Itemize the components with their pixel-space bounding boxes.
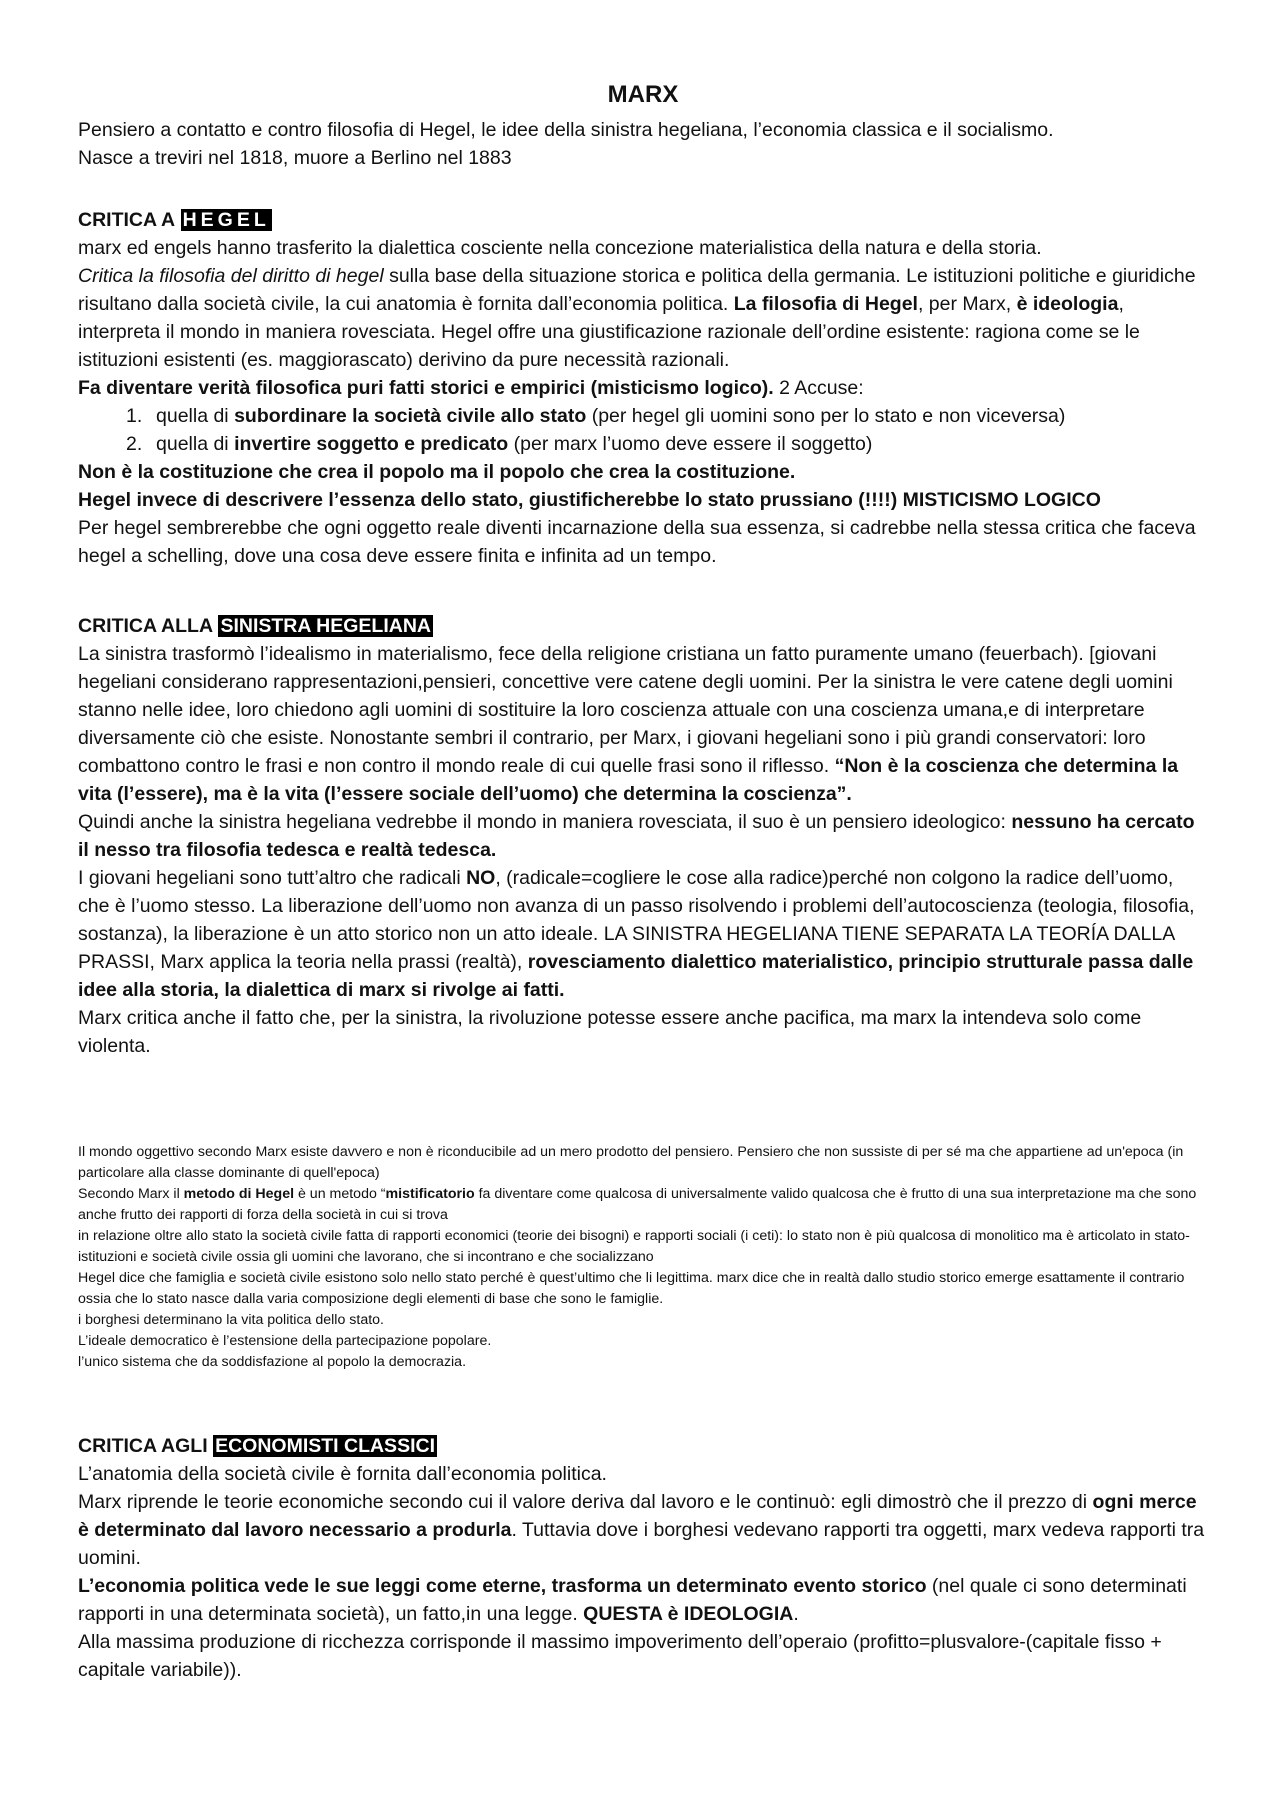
bold-text: L’economia politica vede le sue leggi come eterne, trasforma un determinato evento storico (78, 1575, 927, 1597)
paragraph: (nel quale ci sono determinati rapporti in una determinata società), un fatto,in una legge. (78, 1575, 1187, 1625)
note: l’unico sistema che da soddisfazione al popolo la democrazia. (78, 1354, 467, 1370)
bold-text: QUESTA è IDEOLOGIA (583, 1603, 794, 1625)
heading-prefix: CRITICA AGLI (78, 1435, 208, 1457)
bold-line: Non è la costituzione che crea il popolo ma il popolo che crea la costituzione. (78, 461, 796, 483)
paragraph: , interpreta il mondo in maniera rovesciata. Hegel offre una giustificazione razionale dell’ordine esistente: ragiona come se le istituzioni esistenti (es. maggiorascato) derivino da pure necessità razionali. (78, 293, 1140, 371)
section-sinistra-body (78, 640, 1208, 1060)
paragraph: , per Marx, (917, 293, 1017, 315)
paragraph: , (radicale=cogliere le cose alla radice)perché non colgono la radice dell’uomo, che è l’uomo stesso. La liberazione dell’uomo non avanza di un passo risolvendo i problemi dell’autocoscienza (teologia, filosofia, sostanza), la liberazione è un atto storico non un atto ideale. LA SINISTRA HEGELIANA TIENE SEPARATA LA TEORÍA DALLA PRASSI, Marx applica la teoria nella prassi (realtà), (78, 867, 1195, 973)
paragraph: Marx critica anche il fatto che, per la sinistra, la rivoluzione potesse essere anche pacifica, ma marx la intendeva solo come violenta. (78, 1007, 1142, 1057)
note: Secondo Marx il (78, 1186, 184, 1202)
paragraph: Alla massima produzione di ricchezza corrisponde il massimo impoverimento dell’operaio (profitto=plusvalore-(capitale fisso + capitale variabile)). (78, 1631, 1162, 1681)
intro-paragraph (78, 116, 1208, 172)
note: è un metodo “ (294, 1186, 386, 1202)
note: Il mondo oggettivo secondo Marx esiste davvero e non è riconducibile ad un mero prodotto del pensiero. Pensiero che non sussiste di per sé ma che appartiene ad un'epoca (in particolare alla classe dominante di quell'epoca) (78, 1144, 1184, 1181)
paragraph: 2 Accuse: (773, 377, 864, 399)
bold-text: Fa diventare verità filosofica puri fatti storici e empirici (misticismo logico). (78, 377, 774, 399)
note: in relazione oltre allo stato la società civile fatta di rapporti economici (teorie dei bisogni) e rapporti sociali (i ceti): lo stato non è più qualcosa di monolitico ma è articolato in stato-istituzioni e società civile ossia gli uomini che lavorano, che si incontrano e che socializzano (78, 1228, 1190, 1265)
note: Hegel dice che famiglia e società civile esistono solo nello stato perché è quest’ultimo che li legittima. marx dice che in realtà dallo studio storico emerge esattamente il contrario ossia che lo stato nasce dalla varia composizione degli elementi di base che sono le famiglie. (78, 1270, 1185, 1307)
paragraph: . Tuttavia dove i borghesi vedevano rapporti tra oggetti, marx vedeva rapporti tra uomini. (78, 1519, 1205, 1569)
bold-text: ogni merce è determinato dal lavoro necessario a produrla (78, 1491, 1197, 1541)
paragraph: L’anatomia della società civile è fornita dall’economia politica. (78, 1463, 607, 1485)
paragraph: Quindi anche la sinistra hegeliana vedrebbe il mondo in maniera rovesciata, il suo è un pensiero ideologico: (78, 811, 1012, 833)
note: i borghesi determinano la vita politica dello stato. (78, 1312, 384, 1328)
section-heading-sinistra (78, 612, 1208, 640)
list-text: (per marx l’uomo deve essere il soggetto) (508, 433, 873, 455)
list-item (78, 430, 1208, 458)
paragraph: sulla base della situazione storica e politica della germania. Le istituzioni politiche e giuridiche risultano dalla società civile, la cui anatomia è fornita dall’economia politica. (78, 265, 1196, 315)
paragraph: marx ed engels hanno trasferito la dialettica cosciente nella concezione materialistica della natura e della storia. (78, 237, 1042, 259)
heading-highlight: ECONOMISTI CLASSICI (215, 1435, 435, 1457)
list-bold: invertire soggetto e predicato (234, 433, 509, 455)
list-text: (per hegel gli uomini sono per lo stato e non viceversa) (586, 405, 1066, 427)
note: fa diventare come qualcosa di universalmente valido qualcosa che è frutto di una sua interpretazione ma che sono anche frutto dei rapporti di forza della società in cui si trova (78, 1186, 1197, 1223)
paragraph: La sinistra trasformò l’idealismo in materialismo, fece della religione cristiana un fatto puramente umano (feuerbach). [giovani hegeliani considerano rappresentazioni,pensieri, concettive vere catene degli uomini. Per la sinistra le vere catene degli uomini stanno nelle idee, loro chiedono agli uomini di sostituire la loro coscienza attuale con una coscienza umana,e di interpretare diversamente ciò che esiste. Nonostante sembri il contrario, per Marx, i giovani hegeliani sono i più grandi conservatori: loro combattono contro le frasi e non contro il mondo reale di cui quelle frasi sono il riflesso. (78, 643, 1173, 777)
heading-highlight: HEGEL (182, 209, 270, 231)
list-item (78, 402, 1208, 430)
bold-quote: “Non è la coscienza che determina la vita (l’essere), ma è la vita (l’essere sociale dell’uomo) che determina la coscienza”. (78, 755, 1179, 805)
note-bold: mistificatorio (385, 1186, 475, 1202)
italic-text: Critica la filosofia del diritto di hegel (78, 265, 384, 287)
list-text: quella di (156, 405, 235, 427)
paragraph: Per hegel sembrerebbe che ogni oggetto reale diventi incarnazione della sua essenza, si cadrebbe nella stessa critica che faceva hegel a schelling, dove una cosa deve essere finita e infinita ad un tempo. (78, 517, 1196, 567)
list-text: quella di (156, 433, 235, 455)
section-heading-economisti (78, 1432, 1208, 1460)
section-heading-hegel (78, 206, 1208, 234)
intro-line-2: Nasce a treviri nel 1818, muore a Berlino nel 1883 (78, 147, 512, 169)
bold-text: La filosofia di Hegel (733, 293, 918, 315)
paragraph: Marx riprende le teorie economiche secondo cui il valore deriva dal lavoro e le continuò: egli dimostrò che il prezzo di (78, 1491, 1093, 1513)
bold-text: è ideologia (1016, 293, 1119, 315)
note-bold: metodo di Hegel (183, 1186, 295, 1202)
bold-text: NO (466, 867, 496, 889)
section-hegel-body (78, 234, 1208, 570)
list-number: 2. (126, 433, 143, 455)
bold-line: Hegel invece di descrivere l’essenza dello stato, giustificherebbe lo stato prussiano (!!!!) MISTICISMO LOGICO (78, 489, 1101, 511)
paragraph: I giovani hegeliani sono tutt’altro che radicali (78, 867, 467, 889)
heading-prefix: CRITICA A (78, 209, 176, 231)
bold-text: rovesciamento dialettico materialistico, principio strutturale passa dalle idee alla storia, la dialettica di marx si rivolge ai fatti. (78, 951, 1194, 1001)
list-number: 1. (126, 405, 143, 427)
heading-prefix: CRITICA ALLA (78, 615, 214, 637)
bold-text: nessuno ha cercato il nesso tra filosofia tedesca e realtà tedesca. (78, 811, 1195, 861)
list-bold: subordinare la società civile allo stato (234, 405, 587, 427)
heading-highlight: SINISTRA HEGELIANA (220, 615, 432, 637)
paragraph: . (793, 1603, 799, 1625)
section-economisti-body (78, 1460, 1208, 1684)
page-title: MARX (607, 81, 679, 108)
note: L’ideale democratico è l’estensione della partecipazione popolare. (78, 1333, 492, 1349)
intro-line-1: Pensiero a contatto e contro filosofia di Hegel, le idee della sinistra hegeliana, l’economia classica e il socialismo. (78, 119, 1054, 141)
notes-block (78, 1142, 1208, 1373)
